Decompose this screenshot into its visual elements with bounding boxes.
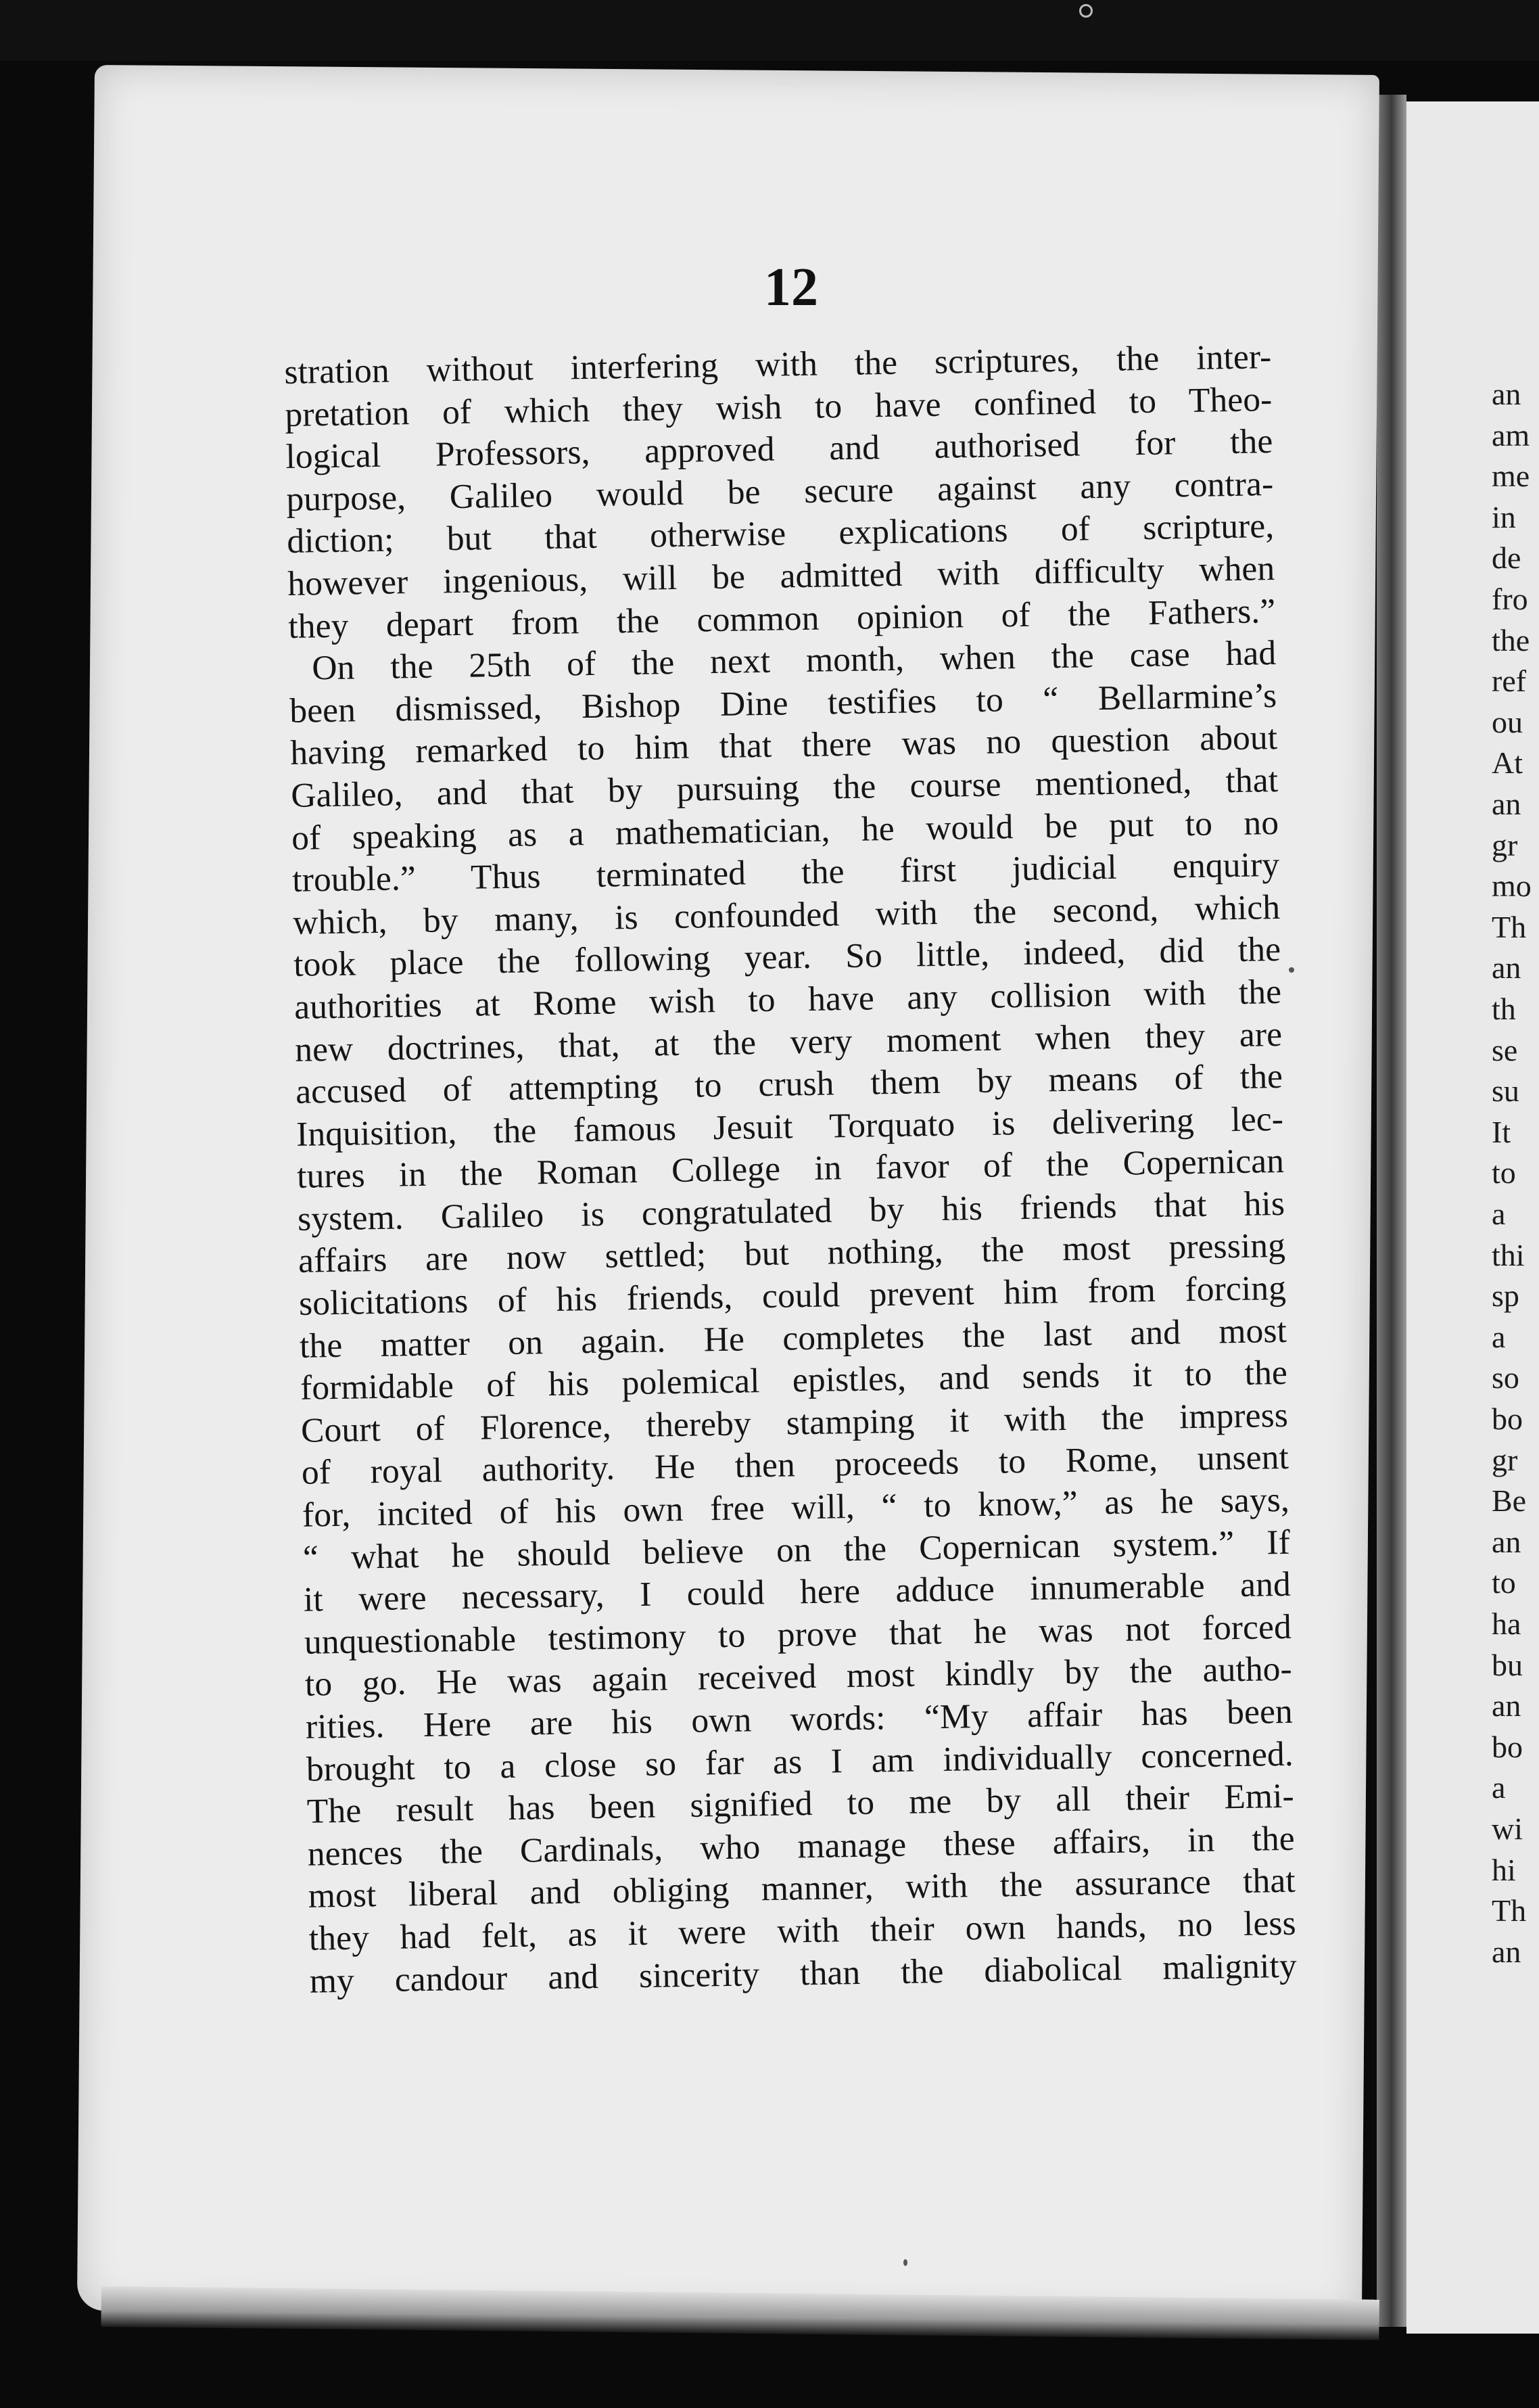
facing-page-fragment: am (1492, 417, 1530, 453)
facing-page-fragment: a (1492, 1319, 1506, 1354)
text-line: Inquisition, the famous Jesuit Torquato is delivering lec- (295, 1099, 1284, 1154)
text-line: of royal authority. He then proceeds to Rome, unsent (301, 1438, 1289, 1493)
facing-page-fragment: bo (1492, 1402, 1523, 1436)
facing-page-fragment: wi (1492, 1811, 1523, 1846)
facing-page-fragment: It (1492, 1114, 1511, 1149)
text-line: The result has been signified to me by all their Emi- (306, 1776, 1295, 1831)
facing-page-fragment: a (1492, 1770, 1506, 1805)
text-line: brought to a close so far as I am individually concerned. (306, 1734, 1294, 1789)
scan-artifact-ring (1079, 4, 1093, 18)
text-line: of speaking as a mathematician, he would be put to no (291, 803, 1279, 858)
facing-page-fragment: thi (1492, 1237, 1525, 1272)
text-line: trouble.” Thus terminated the first judicial enquiry (291, 846, 1280, 900)
facing-page-fragment: gr (1492, 1442, 1518, 1477)
text-line: been dismissed, Bishop Dine testifies to “ Bellarmine’s (289, 676, 1277, 731)
facing-page-fragment: Th (1492, 1893, 1527, 1928)
text-line: affairs are now settled; but nothing, the most pressing (298, 1226, 1286, 1281)
text-line: my candour and sincerity than the diabolical malignity (309, 1946, 1298, 2001)
text-line: logical Professors, approved and authorised for the (285, 422, 1273, 477)
facing-page-fragment: At (1492, 745, 1523, 781)
text-line: stration without interfering with the scriptures, the inter- (284, 338, 1272, 392)
text-line: which, by many, is confounded with the second, which (292, 887, 1281, 942)
facing-page-fragment: an (1492, 787, 1521, 821)
text-line: having remarked to him that there was no question about (289, 718, 1278, 773)
text-line: it were necessary, I could here adduce innumerable and (303, 1565, 1292, 1619)
facing-page-fragment: in (1492, 499, 1516, 534)
text-line: for, incited of his own free will, “ to know,” as he says, (302, 1480, 1290, 1535)
text-line: they depart from the common opinion of the Fathers.” (287, 591, 1276, 646)
text-line: however ingenious, will be admitted with difficulty when (287, 549, 1275, 603)
facing-page-fragment: an (1492, 377, 1521, 411)
facing-page-fragment: to (1492, 1565, 1516, 1600)
text-line: formidable of his polemical epistles, and sends it to the (300, 1353, 1288, 1408)
text-line: Court of Florence, thereby stamping it with the impress (300, 1395, 1289, 1450)
text-line: took place the following year. So little, indeed, did the (293, 930, 1281, 985)
facing-page-fragment: gr (1492, 827, 1518, 862)
text-line: they had felt, as it were with their own hands, no less (308, 1903, 1297, 1958)
facing-page-fragment: me (1492, 459, 1530, 494)
text-line: rities. Here are his own words: “My affair has been (305, 1692, 1294, 1746)
scan-speck (903, 2259, 907, 2266)
text-line: On the 25th of the next month, when the case had (311, 634, 1277, 688)
facing-page-fragment: Th (1492, 909, 1527, 944)
facing-page-fragment: fro (1492, 582, 1528, 616)
book-gutter (1377, 95, 1406, 2327)
text-line: diction; but that otherwise explications of scripture, (286, 507, 1275, 561)
facing-page-fragment: su (1492, 1073, 1519, 1109)
facing-page-fragment: an (1492, 1524, 1521, 1559)
text-line: new doctrines, that, at the very moment when they are (294, 1015, 1283, 1069)
facing-page-fragment: th (1492, 992, 1516, 1026)
facing-page-fragment: an (1492, 950, 1521, 986)
facing-page-fragment: to (1492, 1155, 1516, 1190)
facing-page-fragment: se (1492, 1032, 1518, 1067)
text-line: pretation of which they wish to have confined to Theo- (285, 379, 1273, 434)
facing-page-fragment: an (1492, 1934, 1521, 1969)
facing-page-fragment: sp (1492, 1278, 1519, 1314)
scan-border-top (0, 0, 1539, 61)
facing-page-fragment: so (1492, 1360, 1519, 1395)
facing-page-fragment: bu (1492, 1647, 1523, 1682)
facing-page-fragment: ou (1492, 704, 1523, 739)
facing-page-fragment: ref (1492, 664, 1527, 699)
text-line: solicitations of his friends, could prevent him from forcing (298, 1268, 1287, 1323)
facing-page-fragment: the (1492, 622, 1530, 657)
text-line: authorities at Rome wish to have any collision with the (293, 972, 1282, 1027)
text-line: tures in the Roman College in favor of the Copernican (296, 1142, 1285, 1197)
text-line: most liberal and obliging manner, with the assurance that (308, 1861, 1296, 1916)
facing-page-fragment: ha (1492, 1606, 1521, 1641)
text-line: purpose, Galileo would be secure against any contra- (285, 464, 1274, 519)
text-line: accused of attempting to crush them by means of the (295, 1057, 1283, 1111)
text-line: nences the Cardinals, who manage these affairs, in the (307, 1819, 1296, 1874)
text-line: unquestionable testimony to prove that he was not forced (304, 1607, 1292, 1662)
scan-speck (1289, 967, 1294, 973)
text-line: system. Galileo is congratulated by his friends that his (297, 1184, 1285, 1238)
facing-page-fragment: a (1492, 1197, 1506, 1231)
text-line: Galileo, and that by pursuing the course mentioned, that (290, 760, 1279, 815)
body-text (284, 336, 1297, 2003)
text-line: the matter on again. He completes the last and most (299, 1311, 1287, 1366)
facing-page-fragment: de (1492, 540, 1521, 576)
facing-page-fragment: mo (1492, 869, 1532, 904)
facing-page-fragment: an (1492, 1688, 1521, 1723)
facing-page-fragment: Be (1492, 1483, 1527, 1519)
page-number: 12 (764, 258, 818, 317)
facing-page-fragment: hi (1492, 1852, 1516, 1887)
facing-page-fragment: bo (1492, 1729, 1523, 1764)
text-line: to go. He was again received most kindly by the autho- (304, 1650, 1293, 1705)
text-line: “ what he should believe on the Copernican system.” If (302, 1523, 1291, 1577)
